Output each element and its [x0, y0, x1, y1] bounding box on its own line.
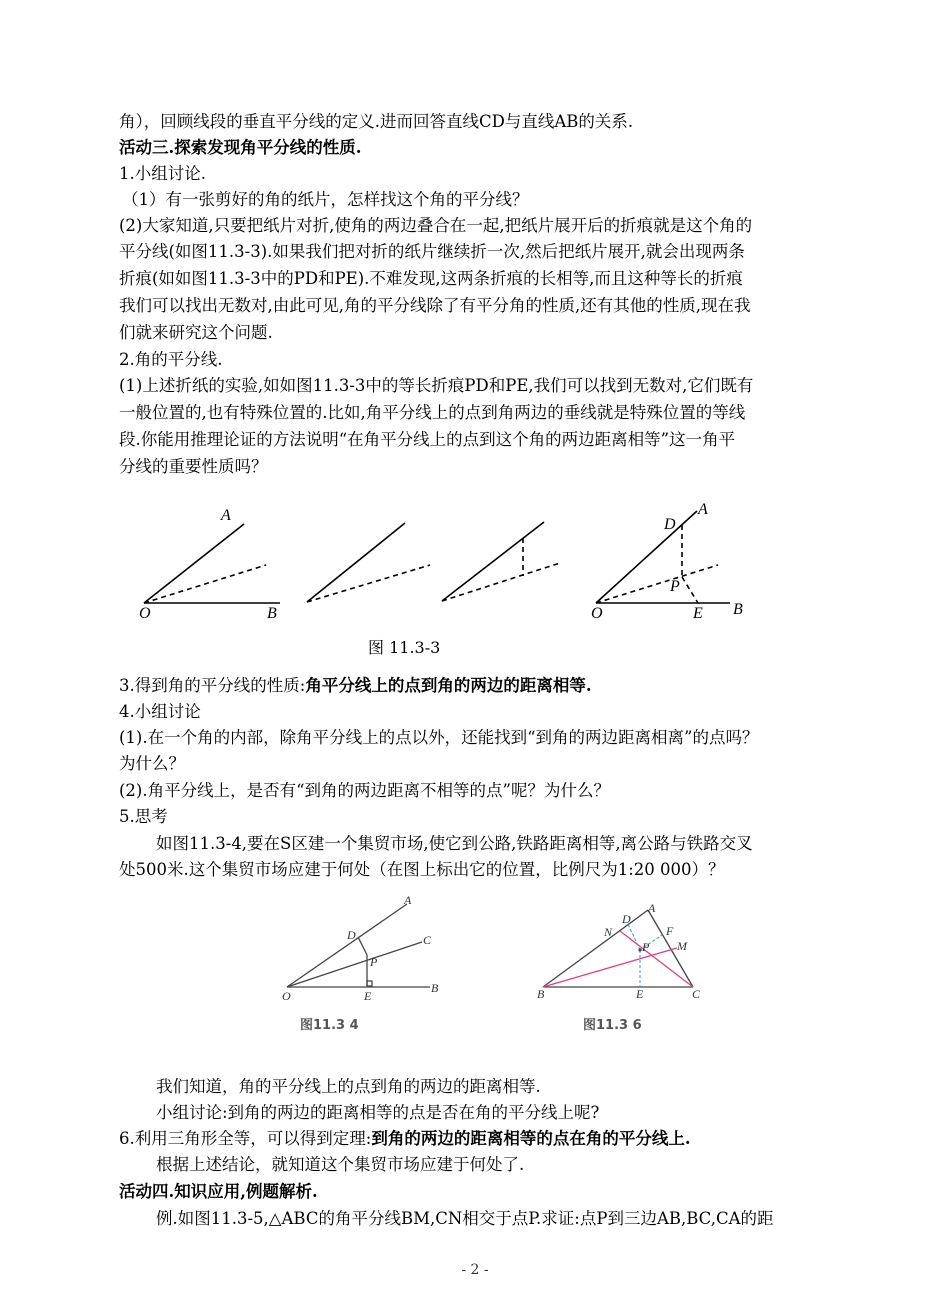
text-line: 根据上述结论，就知道这个集贸市场应建于何处了. — [156, 1155, 525, 1174]
text-line: 小组讨论:到角的两边的距离相等的点是否在角的平分线上呢? — [156, 1103, 600, 1122]
label-P: P — [670, 578, 680, 595]
text-line: 处500米.这个集贸市场应建于何处（在图上标出它的位置，比例尺为1:20 000）？ — [119, 860, 725, 879]
label-D: D — [622, 912, 631, 926]
section-heading: 活动三.探索发现角平分线的性质. — [119, 138, 362, 157]
text-line: 1.小组讨论. — [119, 164, 206, 183]
text-line: 如图11.3-4,要在S区建一个集贸市场,使它到公路,铁路距离相等,离公路与铁路交叉 — [156, 834, 753, 853]
label-C: C — [692, 987, 701, 1001]
figure-11-3-4 — [272, 892, 462, 1002]
label-F: F — [666, 924, 674, 938]
text-line: 分线的重要性质吗？ — [119, 457, 268, 476]
label-M: M — [677, 939, 687, 953]
text-line: 角），回顾线段的垂直平分线的定义.进而回答直线CD与直线AB的关系. — [119, 112, 634, 131]
label-A: A — [404, 893, 412, 907]
label-E: E — [636, 987, 644, 1001]
text-line: 一般位置的,也有特殊位置的.比如,角平分线上的点到角两边的垂线就是特殊位置的等线 — [119, 403, 746, 422]
label-B: B — [537, 987, 545, 1001]
figure-caption: 图11.3 4 — [300, 1018, 359, 1033]
text-line: 2.角的平分线. — [119, 350, 223, 369]
label-B: B — [267, 605, 277, 622]
text-line: 4.小组讨论 — [119, 702, 201, 721]
theorem-statement: 到角的两边的距离相等的点在角的平分线上. — [371, 1129, 691, 1148]
text-line: 折痕(如如图11.3-3中的PD和PE).不难发现,这两条折痕的长相等,而且这种等长的折痕 — [119, 269, 743, 288]
page-number: - 2 - — [461, 1262, 489, 1278]
label-A: A — [221, 507, 231, 524]
text-line: 平分线(如图11.3-3).如果我们把对折的纸片继续折一次,然后把纸片展开,就会出现两条 — [119, 242, 745, 261]
text-line: (2).角平分线上，是否有“到角的两边距离不相等的点”呢？为什么？ — [119, 781, 610, 800]
figure-caption: 图11.3 6 — [583, 1018, 642, 1033]
text-line: (2)大家知道,只要把纸片对折,使角的两边叠合在一起,把纸片展开后的折痕就是这个角的 — [119, 216, 753, 235]
property-intro: 3.得到角的平分线的性质: — [119, 676, 306, 695]
text-line: 5.思考 — [119, 807, 168, 826]
text-line: 我们知道，角的平分线上的点到角的两边的距离相等. — [156, 1077, 541, 1096]
property-statement: 角平分线上的点到角的两边的距离相等. — [305, 676, 592, 695]
text-line: (1).在一个角的内部，除角平分线上的点以外，还能找到“到角的两边距离相离”的点吗？ — [119, 728, 759, 747]
text-line: 段.你能用推理论证的方法说明“在角平分线上的点到这个角的两边距离相等”这一角平 — [119, 430, 736, 449]
label-O: O — [591, 605, 603, 622]
text-line: 为什么？ — [119, 754, 185, 773]
text-line: 们就来研究这个问题. — [119, 323, 273, 342]
fig1-panel-3 — [442, 522, 560, 601]
label-C: C — [423, 933, 432, 947]
figure-caption: 图 11.3-3 — [368, 638, 441, 657]
section-heading: 活动四.知识应用,例题解析. — [119, 1182, 318, 1201]
label-D: D — [664, 516, 676, 533]
fig1-panel-1 — [144, 524, 280, 603]
theorem-intro: 6.利用三角形全等，可以得到定理: — [119, 1129, 372, 1148]
text-line: （1）有一张剪好的角的纸片，怎样找这个角的平分线？ — [122, 190, 529, 209]
label-E: E — [364, 989, 372, 1003]
label-B: B — [733, 601, 743, 618]
label-A: A — [698, 501, 708, 518]
label-D: D — [347, 928, 356, 942]
figure-11-3-6 — [530, 898, 720, 1002]
label-P: P — [370, 955, 378, 969]
label-P: P — [642, 940, 650, 954]
text-line — [119, 675, 839, 697]
label-O: O — [139, 605, 151, 622]
label-N: N — [604, 925, 613, 939]
text-line — [119, 1128, 839, 1150]
fig1-panel-2 — [307, 523, 430, 602]
text-line: 我们可以找出无数对,由此可见,角的平分线除了有平分角的性质,还有其他的性质,现在我 — [119, 296, 751, 315]
label-O: O — [282, 989, 291, 1003]
text-line: (1)上述折纸的实验,如如图11.3-3中的等长折痕PD和PE,我们可以找到无数对,它们既有 — [119, 376, 754, 395]
label-A: A — [648, 901, 656, 915]
label-E: E — [693, 605, 703, 622]
label-B: B — [431, 981, 439, 995]
figure-11-3-3 — [130, 495, 770, 625]
text-line: 例.如图11.3-5,△ABC的角平分线BM,CN相交于点P.求证:点P到三边AB,BC,CA的距 — [156, 1209, 774, 1228]
fig1-panel-4 — [596, 511, 730, 603]
